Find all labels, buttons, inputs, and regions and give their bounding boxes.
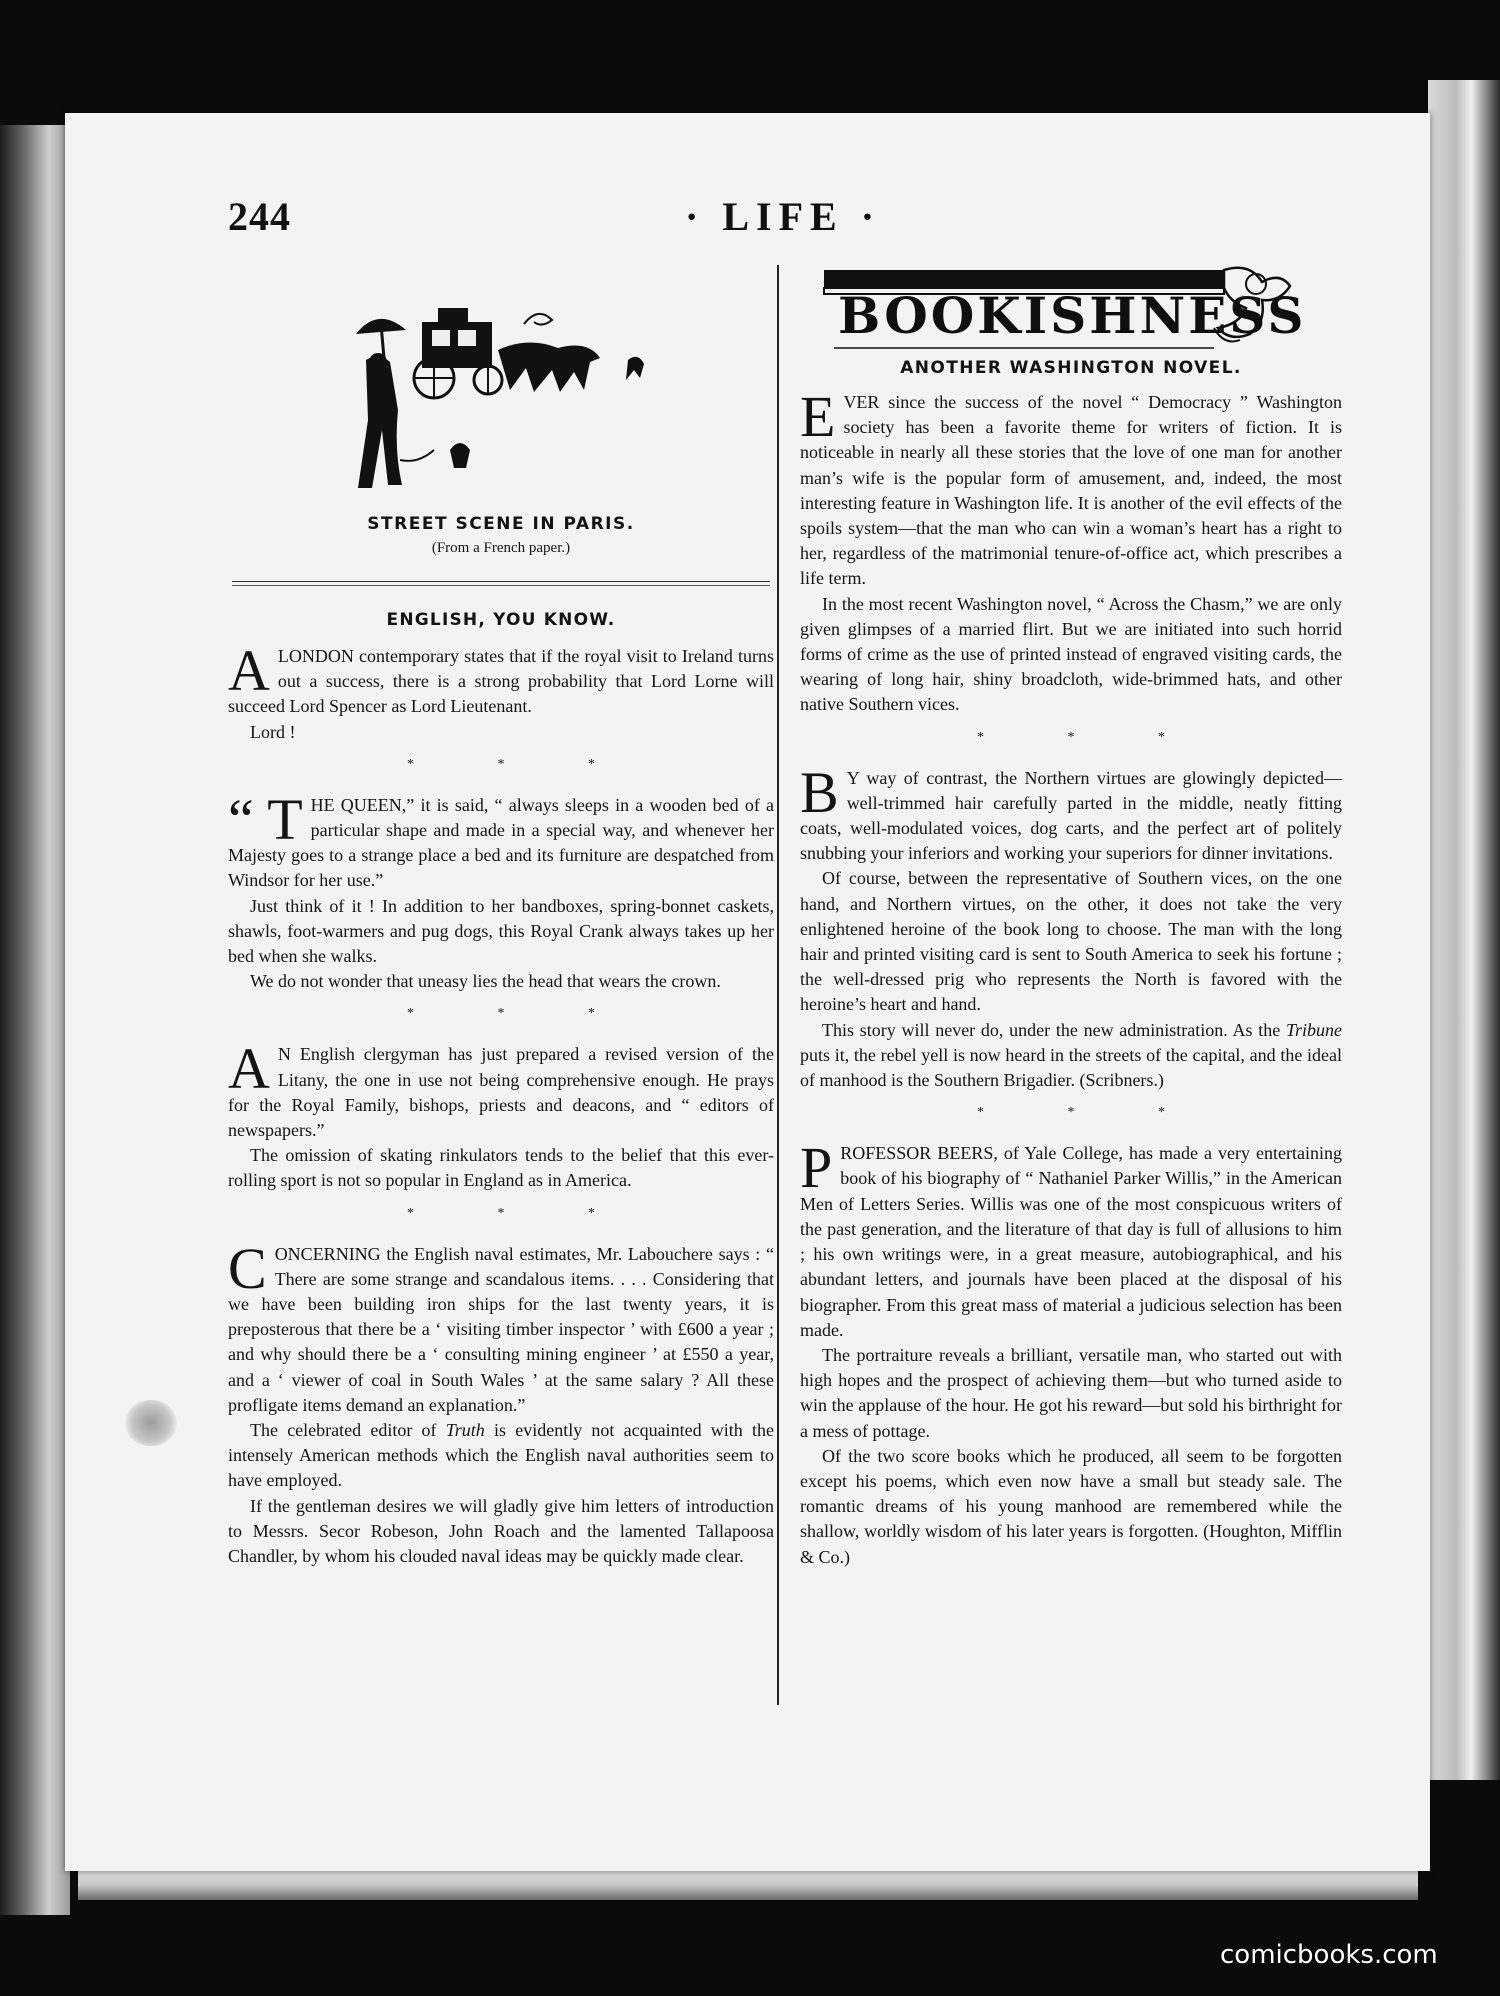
paragraph: The portraiture reveals a brilliant, versatile man, who started out with high hopes and the prospect of achieving them—but who turned aside to win the applause of the hour. He got his reward—but sold his birthright for a mess of pottage. <box>800 1344 1342 1441</box>
masthead: · LIFE · <box>685 194 882 239</box>
paragraph: Just think of it ! In addition to her bandboxes, spring-bonnet caskets, shawls, foot-warmers and pug dogs, this Royal Crank always takes up her bed when she walks. <box>228 895 774 967</box>
paragraph <box>228 1418 774 1494</box>
paragraph: In the most recent Washington novel, “ Across the Chasm,” we are only given glimpses of a married flirt. But we are initiated into such horrid forms of crime as the use of printed instead of engraved visiting cards, the wearing of long hair, shiny broadcloth, wide-brimmed hats, and other native Southern vices. <box>800 593 1342 715</box>
bookishness-title: BOOKISHNESS <box>838 286 1307 345</box>
section-title-washington-novel: ANOTHER WASHINGTON NOVEL. <box>900 358 1242 378</box>
section-title-english: ENGLISH, YOU KNOW. <box>386 610 616 630</box>
scan-left-edge <box>0 125 70 1915</box>
section-stars: * * * <box>407 1006 635 1022</box>
paragraph-text: Y way of contrast, the Northern virtues are glowingly depicted—well-trimmed hair carefully parted in the middle, neatly fitting coats, well-modulated voices, dog carts, and the perfect art of politely snubbing your inferiors and working your superiors for dinner invitations. <box>800 767 1342 864</box>
paragraph: If the gentleman desires we will gladly give him letters of introduction to Messrs. Secor Robeson, John Roach and the lamented Tallapoosa Chandler, by whom his clouded naval ideas may be quickly made clear. <box>228 1495 774 1567</box>
publication-title: Truth <box>445 1420 485 1441</box>
column-divider <box>777 265 779 1705</box>
paragraph-text: VER since the success of the novel “ Democracy ” Washington society has been a favorite theme for writers of fiction. It is noticeable in nearly all these stories that the love of one man for another man’s wife is the popular form of amusement, and, indeed, the most interesting feature in Washington life. It is another of the evil effects of the spoils system—that the man who can win a woman’s heart has a right to her, regardless of the matrimonial tenure-of-office act, which prescribes a life term. <box>800 392 1342 589</box>
paragraph-text: N English clergyman has just prepared a revised version of the Litany, the one in use not being comprehensive enough. He prays for the Royal Family, bishops, priests and deacons, and “ editors of newspapers.” <box>228 1044 774 1141</box>
drop-cap: E <box>800 384 836 449</box>
paragraph-text: The celebrated editor of <box>250 1420 446 1441</box>
drop-cap: B <box>800 759 839 825</box>
paragraph: We do not wonder that uneasy lies the head that wears the crown. <box>250 971 721 992</box>
page-number: 244 <box>228 194 291 239</box>
street-scene-illustration <box>338 300 658 490</box>
drop-cap: A <box>228 1036 270 1102</box>
ink-smudge <box>125 1400 177 1446</box>
drop-cap: P <box>800 1135 833 1201</box>
paragraph <box>800 1135 1342 1343</box>
drop-cap: C <box>228 1235 267 1301</box>
right-column <box>800 262 1342 1570</box>
paragraph-text: is evidently not acquainted with the intensely American methods which the English naval authorities seem to have employed. <box>228 1420 774 1491</box>
paragraph: Of the two score books which he produced, all seem to be forgotten except his poems, which even now have a small but steady sale. The romantic dreams of his young manhood are remembered while the shallow, worldly wisdom of his later years is forgotten. (Houghton, Mifflin & Co.) <box>800 1445 1342 1567</box>
paragraph <box>228 1036 774 1143</box>
illustration-source: (From a French paper.) <box>431 540 571 556</box>
paragraph-text: HE QUEEN,” it is said, “ always sleeps in a wooden bed of a particular shape and made in a special way, and whenever her Majesty goes to a strange place a bed and its furniture are despatched from Windsor for her use.” <box>228 794 774 891</box>
site-watermark: comicbooks.com <box>1220 1940 1438 1970</box>
illustration-caption: STREET SCENE IN PARIS. <box>367 514 635 534</box>
paragraph: Of course, between the representative of Southern vices, on the one hand, and Northern virtues, on the other, it does not take the very enlightened heroine of the book long to choose. The man with the long hair and printed visiting card is sent to South America to seek his fortune ; the well-dressed prig who represents the North is favored with the heroine’s heart and hand. <box>800 868 1342 1015</box>
section-stars: * * * <box>977 1105 1205 1121</box>
section-divider <box>232 581 770 586</box>
drop-cap: A <box>228 638 270 703</box>
paragraph-text: ONCERNING the English naval estimates, Mr. Labouchere says : “ There are some strange and scandalous items. . . . Considering that we have been building iron ships for the last twenty years, it is preposterous that there be a ‘ visiting timber inspector ’ with £600 a year ; and why should there be a ‘ consulting mining engineer ’ at £550 a year, and a ‘ viewer of coal in South Wales ’ at the same salary ? All these profligate items demand an explanation.” <box>228 1243 774 1415</box>
drop-cap: “ T <box>228 786 303 852</box>
paragraph <box>228 638 774 720</box>
paragraph <box>228 786 774 894</box>
paragraph-text: ROFESSOR BEERS, of Yale College, has made a very entertaining book of his biography of “ Nathaniel Parker Willis,” in the American Men of Letters Series. Willis was one of the most conspicuous writers of the past generation, and the literature of that day is full of allusions to him ; his own writings were, in a great measure, autobiographical, and his abundant letters, and journals have been placed at the disposal of his biographer. From this great mass of material a judicious selection has been made. <box>800 1143 1342 1340</box>
left-column <box>228 300 774 1569</box>
paragraph: The omission of skating rinkulators tends to the belief that this ever-rolling sport is not so popular in England as in America. <box>228 1145 774 1191</box>
paragraph: Lord ! <box>250 721 296 742</box>
paragraph <box>800 759 1342 867</box>
paragraph <box>800 384 1342 592</box>
paragraph-text: LONDON contemporary states that if the royal visit to Ireland turns out a success, there is a strong probability that Lord Lorne will succeed Lord Spencer as Lord Lieutenant. <box>228 646 774 717</box>
scan-right-edge <box>1428 80 1500 1780</box>
section-stars: * * * <box>977 729 1205 745</box>
paragraph-text: This story will never do, under the new administration. As the <box>822 1019 1286 1040</box>
bookishness-banner <box>810 262 1342 354</box>
section-stars: * * * <box>407 756 635 772</box>
paragraph <box>228 1235 774 1418</box>
paragraph <box>800 1018 1342 1094</box>
paragraph-text: puts it, the rebel yell is now heard in the streets of the capital, and the ideal of manhood is the Southern Brigadier. (Scribners.) <box>800 1044 1342 1091</box>
section-stars: * * * <box>407 1205 635 1221</box>
publication-title: Tribune <box>1285 1019 1342 1040</box>
